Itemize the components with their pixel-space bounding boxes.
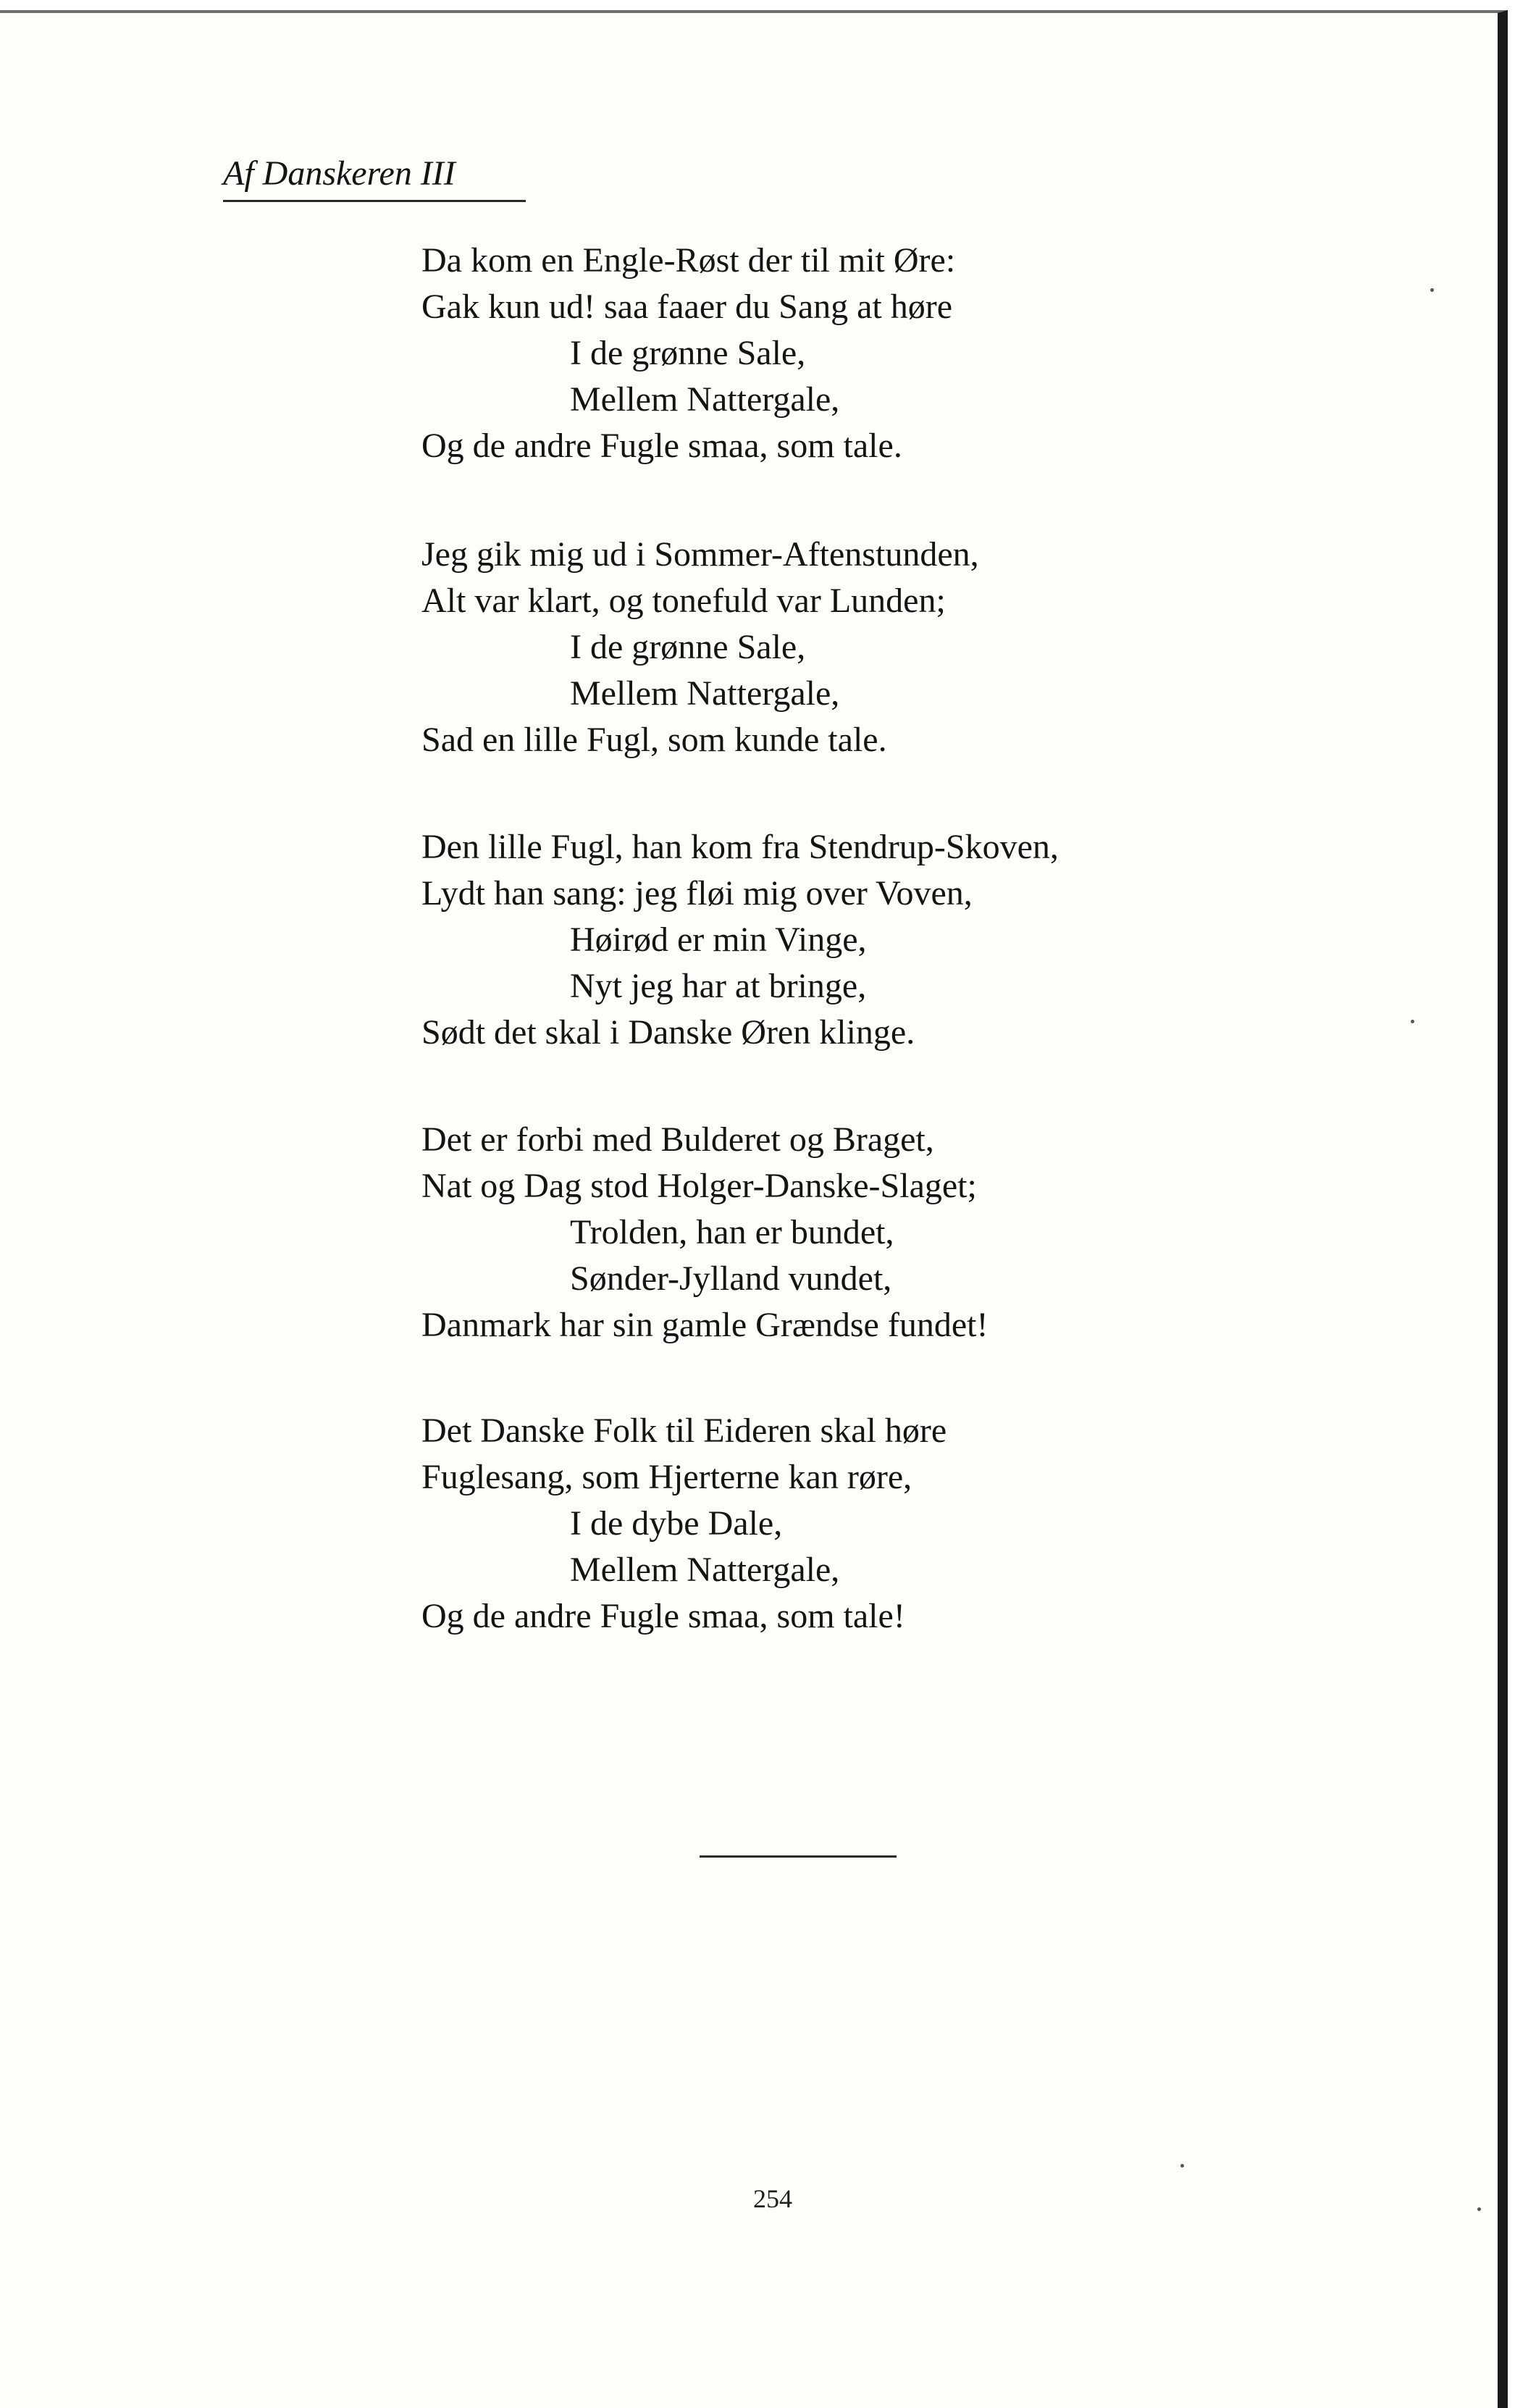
poem-line-indented: I de grønne Sale, <box>570 628 806 666</box>
scan-speck <box>1180 2164 1184 2168</box>
poem-line-indented: Mellem Nattergale, <box>570 1551 840 1589</box>
poem-line: Det er forbi med Bulderet og Braget, <box>421 1120 934 1159</box>
poem-line: Den lille Fugl, han kom fra Stendrup-Skoven, <box>421 828 1059 866</box>
poem-line: Da kom en Engle-Røst der til mit Øre: <box>421 241 956 280</box>
poem-stanza-3 <box>421 824 1464 1056</box>
poem-line: Og de andre Fugle smaa, som tale! <box>421 1597 905 1635</box>
scanned-page-sheet <box>0 10 1508 2408</box>
scan-margin <box>1508 0 1536 2408</box>
header-underline-rule <box>223 200 526 202</box>
poem-line-indented: Trolden, han er bundet, <box>570 1213 894 1251</box>
poem-stanza-2 <box>421 532 1464 763</box>
page-number: 254 <box>753 2184 792 2213</box>
poem-line: Fuglesang, som Hjerterne kan røre, <box>421 1458 912 1496</box>
poem-line-indented: I de dybe Dale, <box>570 1504 783 1543</box>
poem-line-indented: Høirød er min Vinge, <box>570 920 867 959</box>
poem-line: Gak kun ud! saa faaer du Sang at høre <box>421 288 953 326</box>
poem-stanza-5 <box>421 1408 1464 1640</box>
poem-line-indented: Mellem Nattergale, <box>570 674 840 713</box>
running-header <box>223 152 534 202</box>
poem-end-rule <box>700 1855 897 1858</box>
poem-line: Jeg gik mig ud i Sommer-Aftenstunden, <box>421 535 979 574</box>
scan-speck <box>1477 2207 1481 2211</box>
poem-line: Sødt det skal i Danske Øren klinge. <box>421 1013 915 1052</box>
poem-line: Det Danske Folk til Eideren skal høre <box>421 1411 947 1450</box>
poem-line-indented: I de grønne Sale, <box>570 334 806 372</box>
poem-stanza-4 <box>421 1117 1464 1348</box>
poem-stanza-1 <box>421 238 1464 469</box>
poem-line: Alt var klart, og tonefuld var Lunden; <box>421 582 946 620</box>
poem-line: Danmark har sin gamle Grændse fundet! <box>421 1306 989 1344</box>
poem-line-indented: Sønder-Jylland vundet, <box>570 1259 892 1298</box>
scan-speck <box>1430 288 1434 292</box>
scan-speck <box>1411 1020 1414 1023</box>
poem-line: Sad en lille Fugl, som kunde tale. <box>421 721 887 759</box>
poem-line: Lydt han sang: jeg fløi mig over Voven, <box>421 874 973 913</box>
poem-line: Nat og Dag stod Holger-Danske-Slaget; <box>421 1167 977 1205</box>
running-header-title: Af Danskeren III <box>223 154 456 193</box>
poem-line-indented: Nyt jeg har at bringe, <box>570 967 867 1005</box>
poem-line: Og de andre Fugle smaa, som tale. <box>421 427 902 465</box>
poem-line-indented: Mellem Nattergale, <box>570 380 840 419</box>
